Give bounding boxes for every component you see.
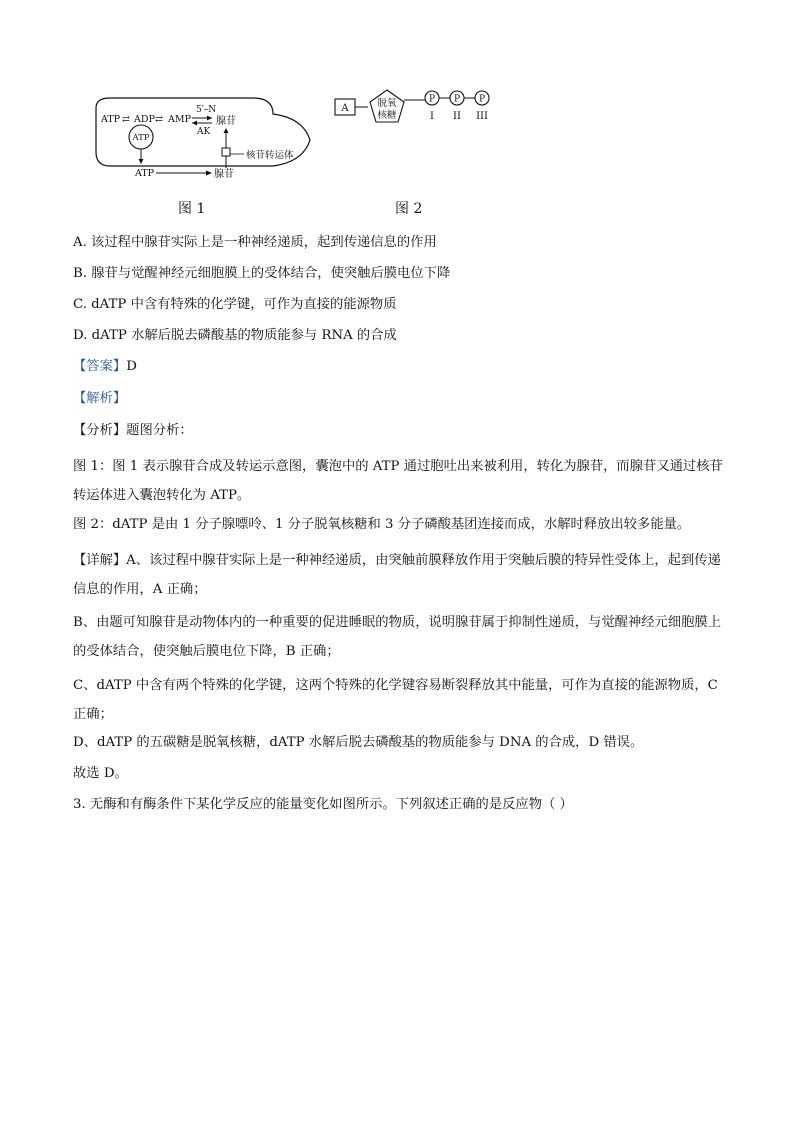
answer-line xyxy=(73,357,137,377)
svg-text:ADP: ADP xyxy=(134,114,155,125)
svg-text:P: P xyxy=(428,94,436,105)
svg-text:腺苷: 腺苷 xyxy=(216,116,236,127)
svg-text:⇄: ⇄ xyxy=(155,114,163,125)
detail-b: B、由题可知腺苷是动物体内的一种重要的促进睡眠的物质，说明腺苷属于抑制性递质，与觉醒神经元细胞膜上的受体结合，使突触后膜电位下降，B 正确； xyxy=(73,615,722,659)
svg-text:II: II xyxy=(453,111,461,122)
svg-text:III: III xyxy=(476,111,488,122)
svg-text:腺苷: 腺苷 xyxy=(214,169,234,180)
answer-value: D xyxy=(126,359,137,374)
option-b: B. 腺苷与觉醒神经元细胞膜上的受体结合，使突触后膜电位下降 xyxy=(73,266,451,281)
svg-text:A: A xyxy=(341,103,349,114)
svg-text:脱氧: 脱氧 xyxy=(377,98,397,109)
option-a: A. 该过程中腺苷实际上是一种神经递质，起到传递信息的作用 xyxy=(73,235,437,250)
figure-2-explanation: 图 2：dATP 是由 1 分子腺嘌呤、1 分子脱氧核糖和 3 分子磷酸基团连接而成，水解时释放出较多能量。 xyxy=(73,517,691,532)
option-d: D. dATP 水解后脱去磷酸基的物质能参与 RNA 的合成 xyxy=(73,328,397,343)
figure-1-diagram xyxy=(88,90,328,190)
svg-text:核糖: 核糖 xyxy=(377,110,397,121)
analysis-intro: 【分析】题图分析： xyxy=(73,423,193,438)
svg-text:I: I xyxy=(430,111,434,122)
detail-d: D、dATP 的五碳糖是脱氧核糖，dATP 水解后脱去磷酸基的物质能参与 DNA 的合成，D 错误。 xyxy=(73,735,644,750)
detail-a: 【详解】A、该过程中腺苷实际上是一种神经递质，由突触前膜释放作用于突触后膜的特异性受体上，起到传递信息的作用，A 正确； xyxy=(73,553,721,597)
svg-text:AK: AK xyxy=(197,127,211,137)
svg-text:ATP: ATP xyxy=(132,133,150,143)
detail-c: C、dATP 中含有两个特殊的化学键，这两个特殊的化学键容易断裂释放其中能量，可作为直接的能源物质，C 正确； xyxy=(73,678,718,722)
figure-1-explanation: 图 1：图 1 表示腺苷合成及转运示意图，囊泡中的 ATP 通过胞吐出来被利用，转化为腺苷，而腺苷又通过核苷转运体进入囊泡转化为 ATP。 xyxy=(73,459,723,503)
svg-text:P: P xyxy=(453,94,461,105)
svg-text:P: P xyxy=(478,94,486,105)
figure-2-caption: 图 2 xyxy=(395,201,423,217)
question-3: 3. 无酶和有酶条件下某化学反应的能量变化如图所示。下列叙述正确的是反应物（ ） xyxy=(73,797,573,812)
svg-text:ATP: ATP xyxy=(101,114,121,125)
analysis-tag: 【解析】 xyxy=(73,391,127,406)
svg-text:核苷转运体: 核苷转运体 xyxy=(246,150,294,161)
svg-text:5′–N: 5′–N xyxy=(196,105,217,115)
figure-2-diagram xyxy=(332,86,502,136)
figure-1-caption: 图 1 xyxy=(178,201,206,217)
answer-tag: 【答案】 xyxy=(73,359,127,374)
svg-text:ATP: ATP xyxy=(135,168,155,179)
svg-text:AMP: AMP xyxy=(168,114,191,125)
svg-text:⇄: ⇄ xyxy=(122,114,130,125)
conclusion: 故选 D。 xyxy=(73,766,128,781)
option-c: C. dATP 中含有特殊的化学键，可作为直接的能源物质 xyxy=(73,297,397,312)
